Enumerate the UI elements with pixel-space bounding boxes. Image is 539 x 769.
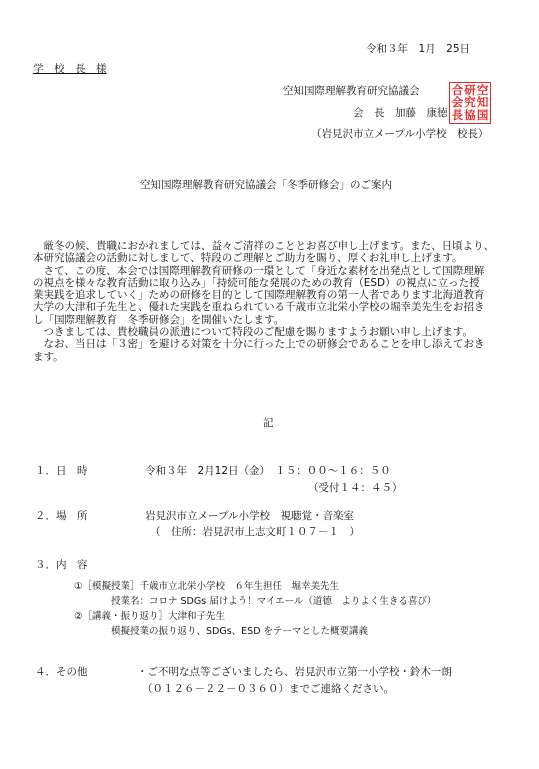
item-other-line2: （０１２６－２２－０３６０）までご連絡ください。	[142, 683, 394, 695]
body-text	[33, 240, 503, 363]
item-date-value: 令和３年 2月12日（金） １５：００～１６：５０	[145, 465, 391, 477]
seal-char: 会	[451, 95, 464, 110]
content-line: 模擬授業の振り返り、SDGs、ESD をテーマとした概要講義	[111, 626, 369, 637]
item-place-label: ２．場 所	[35, 510, 88, 522]
body-line: し「国際理解教育 冬季研修会」を開催いたします。	[33, 313, 285, 326]
seal-char: 長	[451, 107, 464, 122]
body-line: さて、この度、本会では国際理解教育研修の一環として「身近な素材を出発点として国際理解	[33, 264, 485, 277]
item-other-label: ４．その他	[35, 666, 88, 678]
body-line: の視点を様々な教育活動に取り込み」「持続可能な発展のための教育（ESD）の視点に立った授	[33, 276, 480, 289]
chairperson-name: 会 長 加藤 康徳	[353, 107, 448, 119]
item-place-address: （ 住所：岩見沢市上志文町１０７－１ ）	[150, 526, 360, 538]
body-line: つきましては、貴校職員の派遣について特段のご配慮を賜りますようお願い申し上げます。	[33, 326, 473, 339]
seal-char: 国	[476, 107, 489, 122]
document-date: 令和３年 1月 25日	[366, 43, 471, 55]
organization-name: 空知国際理解教育研究協議会	[283, 85, 420, 97]
content-line: ②［講義・振り返り］大津和子先生	[74, 611, 226, 622]
body-line: 大学の大津和子先生と、優れた実践を重ねられている千歳市立北栄小学校の堀幸美先生をお招き	[33, 301, 485, 314]
item-date-reception: （受付１４：４５）	[308, 482, 403, 494]
body-line: ます。	[33, 350, 64, 363]
body-line: なお、当日は「３密」を避ける対策を十分に行った上での研修会であることを申し添えておき	[33, 338, 485, 351]
item-place-value: 岩見沢市立メープル小学校 視聴覚・音楽室	[145, 510, 355, 522]
body-line: 業実践を追求していく」ための研修を目的として国際理解教育の第一人者であります北海道教育	[33, 289, 485, 302]
item-content-label: ３．内 容	[35, 559, 88, 571]
ki-heading: 記	[263, 417, 274, 429]
body-line: 厳冬の候、貴職におかれましては、益々ご清祥のこととお喜び申し上げます。また、日頃より、	[33, 240, 495, 252]
item-date-label: １．日 時	[35, 465, 88, 477]
chairperson-affiliation: （岩見沢市立メープル小学校 校長）	[311, 128, 489, 140]
body-line: 本研究協議会の活動に対しまして、特段のご理解とご助力を賜り、厚くお礼申し上げます。	[33, 252, 463, 265]
addressee: 学 校 長 様	[33, 63, 107, 75]
seal-char: 究	[464, 95, 476, 110]
seal-char: 知	[476, 95, 489, 110]
seal-char: 合	[451, 82, 464, 97]
content-line: 授業名：コロナ SDGs 届けよう！マイエール（道德 よりよく生きる喜び）	[111, 596, 437, 607]
seal-char: 協	[464, 107, 476, 122]
item-other-line1: ・ご不明な点等ございましたら、岩見沢市立第一小学校・鈴木一朗	[137, 666, 452, 678]
content-line: ①［模擬授業］千歳市立北栄小学校 ６年生担任 堀幸美先生	[74, 581, 340, 592]
official-seal-stamp	[449, 82, 491, 124]
seal-char: 空	[476, 82, 489, 97]
seal-char: 研	[464, 82, 476, 97]
document-title: 空知国際理解教育研究協議会「冬季研修会」のご案内	[140, 179, 392, 191]
